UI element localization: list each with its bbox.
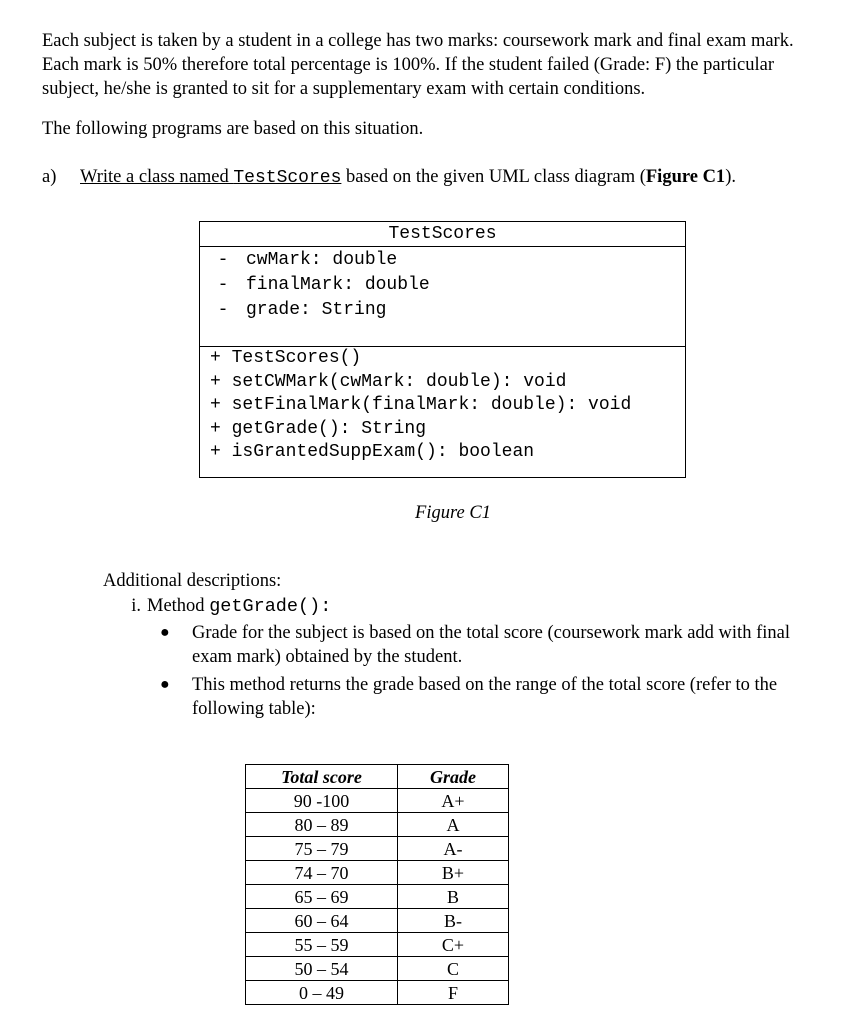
table-row: 75 – 79 A-: [246, 837, 509, 861]
item-method: getGrade():: [209, 596, 332, 617]
question-a: [42, 167, 736, 188]
question-text-suffix: ).: [725, 167, 736, 187]
table-row: 80 – 89 A: [246, 813, 509, 837]
item-number: i.: [131, 596, 141, 616]
uml-operation: + setCWMark(cwMark: double): void: [210, 371, 567, 392]
additional-item-i: [103, 596, 331, 617]
header-total-score: Total score: [246, 765, 398, 789]
list-item: ● This method returns the grade based on the range of the total score (refer to the following table):: [160, 675, 778, 719]
table-row: 90 -100 A+: [246, 789, 509, 813]
uml-attribute: - grade: String: [217, 300, 387, 320]
list-item: ● Grade for the subject is based on the total score (coursework mark add with final exam mark) obtained by the student.: [160, 623, 790, 667]
table-row: 50 – 54 C: [246, 957, 509, 981]
additional-heading: Additional descriptions:: [103, 571, 282, 591]
table-header-row: [246, 765, 509, 789]
uml-operations: [200, 347, 685, 465]
table-row: 74 – 70 B+: [246, 861, 509, 885]
table-row: 55 – 59 C+: [246, 933, 509, 957]
table-row: 65 – 69 B: [246, 885, 509, 909]
item-prefix: Method: [147, 596, 210, 616]
uml-class-name: TestScores: [200, 222, 685, 247]
table-row: 0 – 49 F: [246, 981, 509, 1005]
question-class-name: TestScores: [233, 168, 342, 188]
bullet-list: [160, 621, 805, 725]
question-text-middle: based on the given UML class diagram (: [341, 167, 646, 187]
uml-operation: + TestScores(): [210, 348, 362, 368]
bullet-icon: ●: [160, 676, 170, 693]
uml-attributes: [200, 247, 685, 347]
question-text-prefix: Write a class named: [80, 167, 234, 187]
intro-paragraph-2: The following programs are based on this situation.: [42, 119, 424, 139]
uml-operation: + getGrade(): String: [210, 418, 427, 439]
table-row: 60 – 64 B-: [246, 909, 509, 933]
question-label: a): [42, 167, 57, 187]
uml-attribute: - finalMark: double: [217, 275, 430, 295]
uml-operation: + isGrantedSuppExam(): boolean: [210, 442, 535, 462]
uml-operation: + setFinalMark(finalMark: double): void: [210, 395, 632, 415]
intro-text: Each subject is taken by a student in a college has two marks: coursework mark and final exam mark. Each mark is 50% therefore total percentage is 100%. If the student failed (Grade: F) the particular subject, he/she is granted to sit for a supplementary exam with certain conditions.: [42, 31, 794, 99]
uml-attribute: - cwMark: double: [217, 250, 398, 270]
uml-class-diagram: [199, 221, 686, 478]
figure-caption: Figure C1: [415, 503, 491, 523]
grade-table: [245, 764, 509, 1005]
question-figure-ref: Figure C1: [645, 167, 726, 187]
intro-paragraph: [42, 29, 822, 101]
bullet-icon: ●: [160, 624, 170, 641]
header-grade: Grade: [398, 765, 509, 789]
